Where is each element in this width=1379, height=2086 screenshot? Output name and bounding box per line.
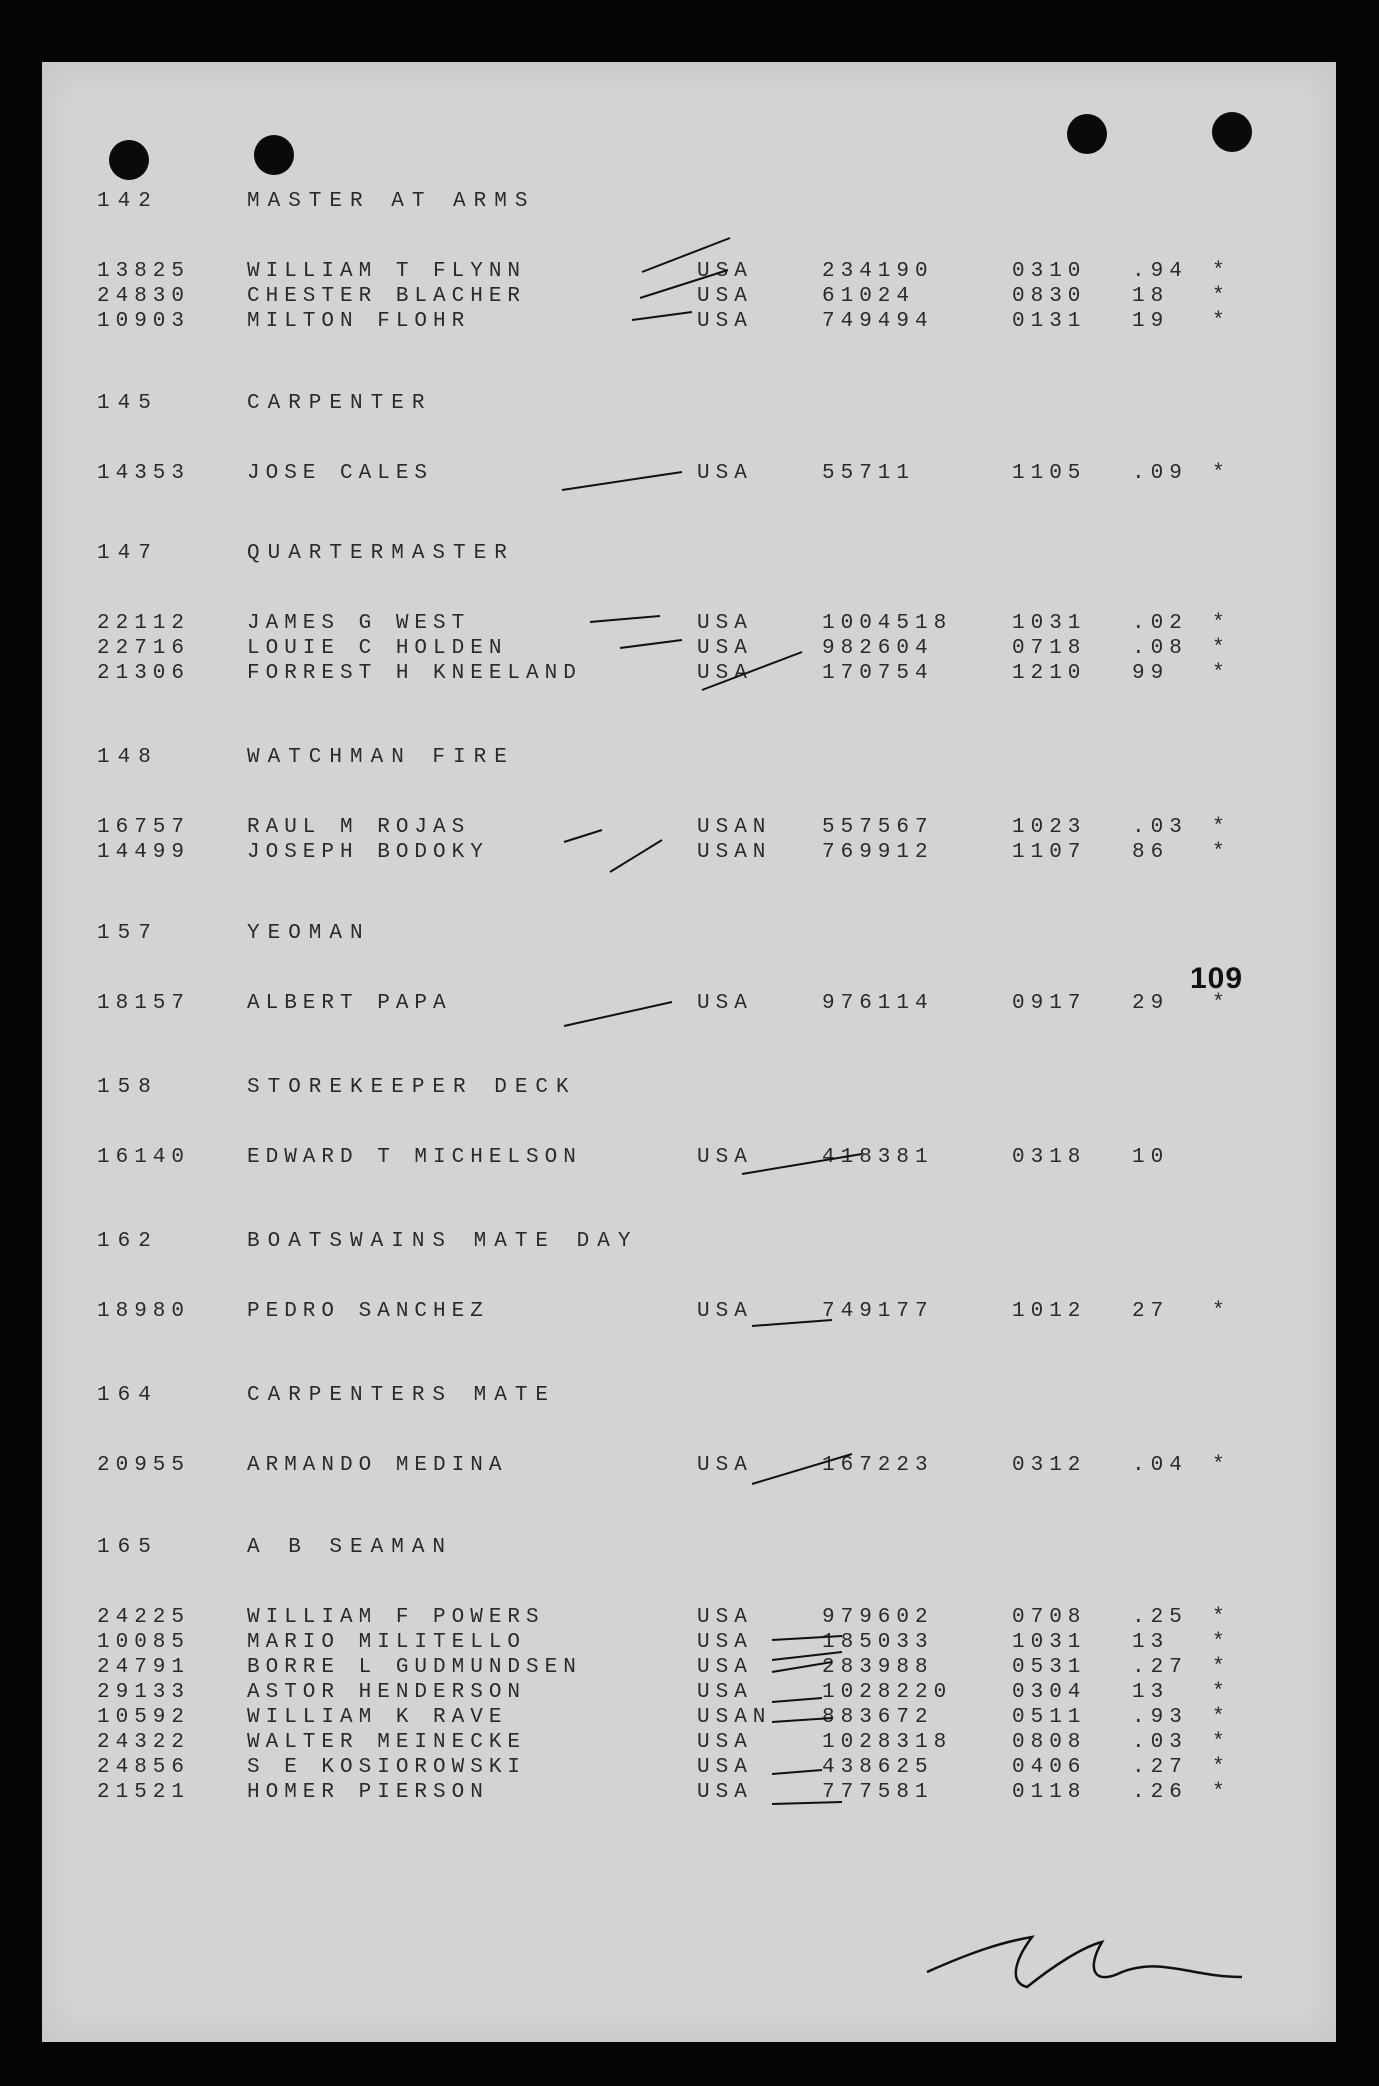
crew-value: .25 xyxy=(1132,1606,1188,1629)
crew-id: 16757 xyxy=(97,816,191,839)
crew-number: 438625 xyxy=(822,1756,934,1779)
crew-value: .94 xyxy=(1132,260,1188,283)
crew-value: 27 xyxy=(1132,1300,1170,1323)
crew-name: ARMANDO MEDINA xyxy=(247,1454,508,1477)
crew-date: 0118 xyxy=(1012,1781,1087,1804)
crew-date: 0511 xyxy=(1012,1706,1087,1729)
section-title: QUARTERMASTER xyxy=(247,542,515,565)
crew-value: .03 xyxy=(1132,1731,1188,1754)
crew-name: MARIO MILITELLO xyxy=(247,1631,527,1654)
section-code: 158 xyxy=(97,1076,159,1099)
crew-date: 0531 xyxy=(1012,1656,1087,1679)
crew-number: 55711 xyxy=(822,462,916,485)
crew-id: 10903 xyxy=(97,310,191,333)
crew-nationality: USA xyxy=(697,1454,753,1477)
crew-nationality: USA xyxy=(697,1781,753,1804)
crew-nationality: USAN xyxy=(697,1706,772,1729)
document-sheet xyxy=(42,62,1336,2042)
asterisk-mark: * xyxy=(1212,637,1231,660)
crew-value: 99 xyxy=(1132,662,1170,685)
crew-id: 22112 xyxy=(97,612,191,635)
crew-nationality: USA xyxy=(697,310,753,333)
crew-number: 769912 xyxy=(822,841,934,864)
section-code: 145 xyxy=(97,392,159,415)
crew-nationality: USAN xyxy=(697,841,772,864)
crew-value: .04 xyxy=(1132,1454,1188,1477)
section-title: YEOMAN xyxy=(247,922,371,945)
crew-nationality: USA xyxy=(697,1300,753,1323)
section-title: WATCHMAN FIRE xyxy=(247,746,515,769)
crew-nationality: USA xyxy=(697,462,753,485)
crew-nationality: USA xyxy=(697,285,753,308)
crew-name: CHESTER BLACHER xyxy=(247,285,527,308)
crew-id: 24225 xyxy=(97,1606,191,1629)
crew-number: 749177 xyxy=(822,1300,934,1323)
section-code: 147 xyxy=(97,542,159,565)
crew-value: 10 xyxy=(1132,1146,1170,1169)
crew-date: 0830 xyxy=(1012,285,1087,308)
crew-name: LOUIE C HOLDEN xyxy=(247,637,508,660)
crew-nationality: USA xyxy=(697,260,753,283)
crew-value: .09 xyxy=(1132,462,1188,485)
crew-date: 1031 xyxy=(1012,1631,1087,1654)
crew-value: .26 xyxy=(1132,1781,1188,1804)
crew-date: 1210 xyxy=(1012,662,1087,685)
crew-name: ALBERT PAPA xyxy=(247,992,452,1015)
asterisk-mark: * xyxy=(1212,1300,1231,1323)
crew-id: 14499 xyxy=(97,841,191,864)
section-code: 165 xyxy=(97,1536,159,1559)
crew-number: 185033 xyxy=(822,1631,934,1654)
crew-number: 170754 xyxy=(822,662,934,685)
crew-id: 10085 xyxy=(97,1631,191,1654)
asterisk-mark: * xyxy=(1212,816,1231,839)
crew-id: 16140 xyxy=(97,1146,191,1169)
crew-number: 283988 xyxy=(822,1656,934,1679)
crew-date: 0406 xyxy=(1012,1756,1087,1779)
crew-value: 13 xyxy=(1132,1681,1170,1704)
crew-id: 24856 xyxy=(97,1756,191,1779)
crew-number: 1028220 xyxy=(822,1681,953,1704)
crew-name: WILLIAM T FLYNN xyxy=(247,260,527,283)
crew-value: .27 xyxy=(1132,1756,1188,1779)
asterisk-mark: * xyxy=(1212,260,1231,283)
crew-number: 883672 xyxy=(822,1706,934,1729)
asterisk-mark: * xyxy=(1212,310,1231,333)
crew-id: 14353 xyxy=(97,462,191,485)
crew-name: RAUL M ROJAS xyxy=(247,816,471,839)
crew-name: MILTON FLOHR xyxy=(247,310,471,333)
crew-name: FORREST H KNEELAND xyxy=(247,662,582,685)
crew-date: 0318 xyxy=(1012,1146,1087,1169)
crew-number: 982604 xyxy=(822,637,934,660)
crew-number: 976114 xyxy=(822,992,934,1015)
crew-date: 0917 xyxy=(1012,992,1087,1015)
crew-value: 19 xyxy=(1132,310,1170,333)
section-title: MASTER AT ARMS xyxy=(247,190,536,213)
asterisk-mark: * xyxy=(1212,1454,1231,1477)
crew-name: JOSEPH BODOKY xyxy=(247,841,489,864)
page-number: 109 xyxy=(1190,962,1244,995)
crew-number: 557567 xyxy=(822,816,934,839)
crew-name: JOSE CALES xyxy=(247,462,434,485)
asterisk-mark: * xyxy=(1212,285,1231,308)
asterisk-mark: * xyxy=(1212,1631,1231,1654)
asterisk-mark: * xyxy=(1212,992,1231,1015)
section-title: STOREKEEPER DECK xyxy=(247,1076,577,1099)
section-title: A B SEAMAN xyxy=(247,1536,454,1559)
crew-name: PEDRO SANCHEZ xyxy=(247,1300,489,1323)
crew-nationality: USA xyxy=(697,662,753,685)
crew-number: 167223 xyxy=(822,1454,934,1477)
crew-number: 61024 xyxy=(822,285,916,308)
crew-number: 418381 xyxy=(822,1146,934,1169)
crew-nationality: USA xyxy=(697,1606,753,1629)
crew-id: 24322 xyxy=(97,1731,191,1754)
crew-id: 20955 xyxy=(97,1454,191,1477)
crew-id: 21521 xyxy=(97,1781,191,1804)
crew-id: 22716 xyxy=(97,637,191,660)
crew-date: 0304 xyxy=(1012,1681,1087,1704)
crew-id: 24791 xyxy=(97,1656,191,1679)
section-code: 157 xyxy=(97,922,159,945)
section-title: CARPENTER xyxy=(247,392,433,415)
crew-id: 24830 xyxy=(97,285,191,308)
section-code: 162 xyxy=(97,1230,159,1253)
asterisk-mark: * xyxy=(1212,462,1231,485)
asterisk-mark: * xyxy=(1212,612,1231,635)
crew-nationality: USA xyxy=(697,1756,753,1779)
crew-nationality: USA xyxy=(697,1731,753,1754)
crew-id: 18980 xyxy=(97,1300,191,1323)
asterisk-mark: * xyxy=(1212,1731,1231,1754)
asterisk-mark: * xyxy=(1212,1781,1231,1804)
crew-nationality: USA xyxy=(697,637,753,660)
asterisk-mark: * xyxy=(1212,1656,1231,1679)
crew-number: 777581 xyxy=(822,1781,934,1804)
crew-nationality: USA xyxy=(697,1656,753,1679)
pen-marks xyxy=(42,62,1336,2042)
crew-date: 1105 xyxy=(1012,462,1087,485)
crew-name: EDWARD T MICHELSON xyxy=(247,1146,582,1169)
crew-value: 13 xyxy=(1132,1631,1170,1654)
crew-name: WILLIAM K RAVE xyxy=(247,1706,508,1729)
crew-number: 1004518 xyxy=(822,612,953,635)
crew-value: 86 xyxy=(1132,841,1170,864)
crew-value: .03 xyxy=(1132,816,1188,839)
crew-name: S E KOSIOROWSKI xyxy=(247,1756,527,1779)
crew-date: 0808 xyxy=(1012,1731,1087,1754)
crew-date: 0312 xyxy=(1012,1454,1087,1477)
crew-nationality: USA xyxy=(697,1631,753,1654)
asterisk-mark: * xyxy=(1212,1606,1231,1629)
crew-date: 1031 xyxy=(1012,612,1087,635)
crew-date: 1012 xyxy=(1012,1300,1087,1323)
section-code: 164 xyxy=(97,1384,159,1407)
crew-id: 29133 xyxy=(97,1681,191,1704)
crew-name: WALTER MEINECKE xyxy=(247,1731,527,1754)
crew-number: 234190 xyxy=(822,260,934,283)
crew-date: 0131 xyxy=(1012,310,1087,333)
section-title: BOATSWAINS MATE DAY xyxy=(247,1230,639,1253)
asterisk-mark: * xyxy=(1212,662,1231,685)
crew-nationality: USAN xyxy=(697,816,772,839)
signature-scribble xyxy=(927,1937,1242,1987)
asterisk-mark: * xyxy=(1212,1706,1231,1729)
crew-name: HOMER PIERSON xyxy=(247,1781,489,1804)
crew-id: 13825 xyxy=(97,260,191,283)
section-title: CARPENTERS MATE xyxy=(247,1384,557,1407)
crew-number: 1028318 xyxy=(822,1731,953,1754)
crew-number: 749494 xyxy=(822,310,934,333)
crew-date: 1023 xyxy=(1012,816,1087,839)
crew-value: 18 xyxy=(1132,285,1170,308)
crew-nationality: USA xyxy=(697,992,753,1015)
crew-name: JAMES G WEST xyxy=(247,612,471,635)
crew-value: .02 xyxy=(1132,612,1188,635)
crew-value: .08 xyxy=(1132,637,1188,660)
crew-date: 0708 xyxy=(1012,1606,1087,1629)
crew-date: 0718 xyxy=(1012,637,1087,660)
crew-name: WILLIAM F POWERS xyxy=(247,1606,545,1629)
check-marks xyxy=(562,238,862,1804)
crew-value: 29 xyxy=(1132,992,1170,1015)
section-code: 148 xyxy=(97,746,159,769)
crew-name: ASTOR HENDERSON xyxy=(247,1681,527,1704)
crew-value: .93 xyxy=(1132,1706,1188,1729)
section-code: 142 xyxy=(97,190,159,213)
asterisk-mark: * xyxy=(1212,1681,1231,1704)
crew-nationality: USA xyxy=(697,1681,753,1704)
crew-number: 979602 xyxy=(822,1606,934,1629)
crew-nationality: USA xyxy=(697,612,753,635)
crew-id: 21306 xyxy=(97,662,191,685)
crew-value: .27 xyxy=(1132,1656,1188,1679)
crew-date: 0310 xyxy=(1012,260,1087,283)
asterisk-mark: * xyxy=(1212,1756,1231,1779)
crew-id: 10592 xyxy=(97,1706,191,1729)
asterisk-mark: * xyxy=(1212,841,1231,864)
crew-date: 1107 xyxy=(1012,841,1087,864)
crew-name: BORRE L GUDMUNDSEN xyxy=(247,1656,582,1679)
crew-nationality: USA xyxy=(697,1146,753,1169)
crew-id: 18157 xyxy=(97,992,191,1015)
